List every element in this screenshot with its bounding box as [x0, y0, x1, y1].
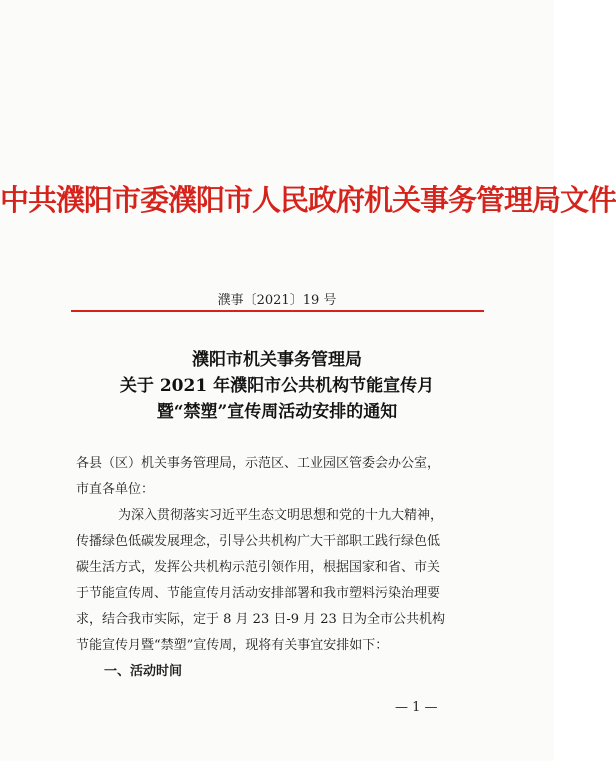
addressee-line-2: 市直各单位：	[76, 482, 155, 497]
notice-title-line-3: 暨“禁塑”宣传周活动安排的通知	[156, 402, 398, 422]
notice-title-line-1: 濮阳市机关事务管理局	[192, 350, 362, 370]
paragraph-line: 节能宣传月暨“禁塑”宣传周，现将有关事宜安排如下：	[76, 638, 389, 653]
paragraph-line: 于节能宣传周、节能宣传月活动安排部署和我市塑料污染治理要	[76, 586, 441, 601]
addressee-line-1: 各县（区）机关事务管理局，示范区、工业园区管委会办公室，	[76, 456, 441, 471]
notice-title-line-2: 关于 2021 年濮阳市公共机构节能宣传月	[119, 376, 435, 396]
paragraph-line: 传播绿色低碳发展理念，引导公共机构广大干部职工践行绿色低	[76, 534, 441, 549]
page-number: — 1 —	[395, 700, 438, 715]
document-header-title: 中共濮阳市委濮阳市人民政府机关事务管理局文件	[0, 183, 616, 217]
header-red-rule	[71, 310, 484, 312]
paragraph-line: 求，结合我市实际，定于 8 月 23 日-9 月 23 日为全市公共机构	[76, 612, 445, 627]
document-number: 濮事〔2021〕19 号	[217, 293, 337, 308]
paragraph-line: 碳生活方式，发挥公共机构示范引领作用，根据国家和省、市关	[76, 560, 441, 575]
section-heading: 一、活动时间	[104, 664, 183, 679]
paragraph-line: 为深入贯彻落实习近平生态文明思想和党的十九大精神，	[118, 508, 444, 523]
